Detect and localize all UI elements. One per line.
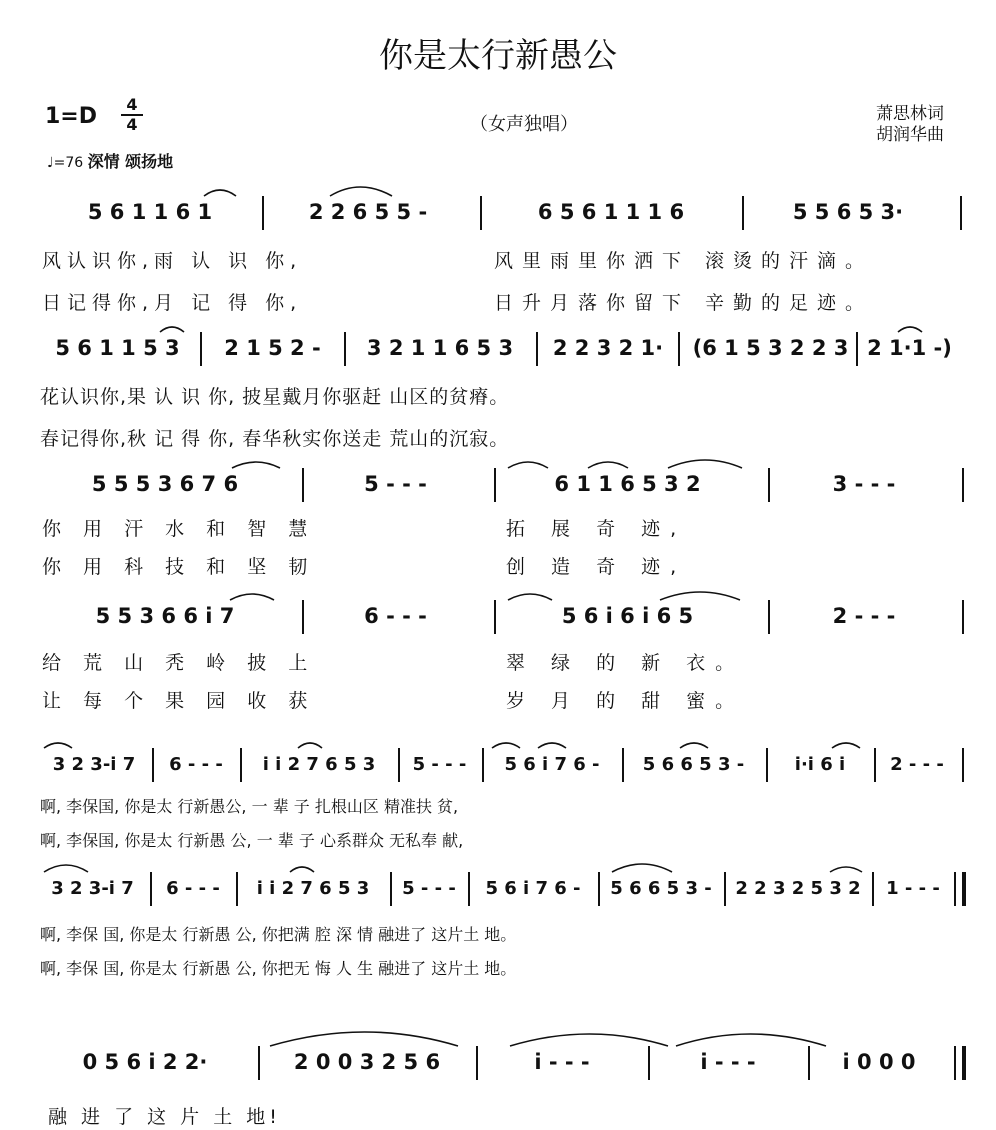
lyric-verse-2b: 创 造 奇 迹,: [506, 556, 687, 578]
measure: 0 5 6 i 2 2·: [82, 1050, 208, 1074]
barline: [258, 1046, 260, 1080]
measure: 3 2 3-i 7: [52, 753, 136, 775]
barline: [808, 1046, 810, 1080]
barline: [768, 600, 770, 634]
measure: 2 1·1 -): [867, 336, 952, 360]
barline: [344, 332, 346, 366]
notes-row: [0, 744, 996, 784]
measure: 5 6 1 1 6 1: [87, 200, 213, 224]
measure: 2 - - -: [890, 753, 944, 775]
final-barline: [954, 1046, 966, 1080]
song-title: 你是太行新愚公: [379, 36, 617, 76]
barline: [494, 468, 496, 502]
expression-mark: 深情 颂扬地: [87, 152, 174, 171]
barline: [482, 748, 484, 782]
notes-row: [0, 1042, 996, 1082]
time-signature: [121, 96, 143, 134]
lyric-verse-1: 风认识你,雨 认 识 你,: [42, 250, 303, 272]
notes-row: [0, 464, 996, 504]
barline: [200, 332, 202, 366]
lyric-verse-1: 你 用 汗 水 和 智 慧: [42, 518, 316, 540]
barline: [262, 196, 264, 230]
time-denominator: 4: [121, 114, 143, 134]
measure: i·i 6 i: [794, 753, 846, 775]
barline: [648, 1046, 650, 1080]
barline: [494, 600, 496, 634]
measure: i 0 0 0: [842, 1050, 916, 1074]
performance-note: （女声独唱）: [470, 114, 578, 135]
measure: 6 - - -: [169, 753, 223, 775]
barline: [962, 600, 964, 634]
barline: [398, 748, 400, 782]
barline: [152, 748, 154, 782]
measure: 2 1 5 2 -: [224, 336, 321, 360]
measure: 2 - - -: [832, 604, 896, 628]
measure: 5 6 i 6 i 6 5: [561, 604, 694, 628]
lyric-verse-1: 啊, 李保国, 你是太 行新愚公, 一 辈 子 扎根山区 精准扶 贫,: [40, 797, 459, 816]
barline: [872, 872, 874, 906]
barline: [742, 196, 744, 230]
barline: [598, 872, 600, 906]
measure: 3 2 3-i 7: [51, 877, 134, 899]
measure: 5 - - -: [402, 877, 456, 899]
measure: 5 - - -: [412, 753, 467, 775]
lyric-verse-2: 春记得你,秋 记 得 你, 春华秋实你送走 荒山的沉寂。: [40, 428, 510, 450]
barline: [874, 748, 876, 782]
barline: [536, 332, 538, 366]
barline: [480, 196, 482, 230]
lyric-verse-2: 啊, 李保国, 你是太 行新愚 公, 一 辈 子 心系群众 无私奉 献,: [40, 831, 464, 850]
measure: 5 5 5 3 6 7 6: [91, 472, 239, 496]
notes-row: [0, 596, 996, 636]
lyric-verse-1b: 翠 绿 的 新 衣。: [506, 652, 745, 674]
tempo: [47, 149, 173, 172]
lyric-verse-2: 啊, 李保 国, 你是太 行新愚 公, 你把无 悔 人 生 融进了 这片土 地。: [40, 959, 517, 978]
lyric-verse-2: 日记得你,月 记 得 你,: [42, 292, 303, 314]
measure: 6 1 1 6 5 3 2: [554, 472, 701, 496]
barline: [302, 468, 304, 502]
lyric-verse-1: 融 进 了 这 片 土 地!: [48, 1106, 281, 1128]
measure: 5 - - -: [364, 472, 427, 496]
measure: (6 1 5 3 2 2 3: [692, 336, 849, 360]
barline: [476, 1046, 478, 1080]
measure: 5 6 6 5 3 -: [610, 877, 712, 899]
measure: 2 0 0 3 2 5 6: [293, 1050, 441, 1074]
lyric-verse-1b: 拓 展 奇 迹,: [506, 518, 687, 540]
lyric-verse-2: 你 用 科 技 和 坚 韧: [42, 556, 316, 578]
barline: [962, 468, 964, 502]
notes-row: [0, 192, 996, 232]
barline: [236, 872, 238, 906]
lyric-verse-1b: 风里雨里你洒下 滚烫的汗滴。: [494, 250, 874, 272]
lyric-verse-1: 花认识你,果 认 识 你, 披星戴月你驱赶 山区的贫瘠。: [40, 386, 510, 408]
barline: [768, 468, 770, 502]
measure: 2 2 6 5 5 -: [308, 200, 428, 224]
lyric-verse-1: 给 荒 山 秃 岭 披 上: [42, 652, 316, 674]
measure: 1 - - -: [886, 877, 940, 899]
barline: [622, 748, 624, 782]
measure: 5 5 3 6 6 i 7: [95, 604, 235, 628]
notes-row: [0, 868, 996, 908]
credits: [876, 104, 944, 146]
barline: [302, 600, 304, 634]
barline: [678, 332, 680, 366]
notes-row: [0, 328, 996, 368]
barline: [960, 196, 962, 230]
lyric-verse-1: 啊, 李保 国, 你是太 行新愚 公, 你把满 腔 深 情 融进了 这片土 地。: [40, 925, 517, 944]
composer: 胡润华曲: [876, 125, 944, 145]
measure: i i 2 7 6 5 3: [256, 877, 370, 899]
measure: 5 6 1 1 5 3: [55, 336, 180, 360]
lyric-verse-2b: 岁 月 的 甜 蜜。: [506, 690, 745, 712]
barline: [240, 748, 242, 782]
measure: 5 5 6 5 3·: [792, 200, 904, 224]
measure: 2 2 3 2 1·: [552, 336, 664, 360]
measure: 6 5 6 1 1 1 6: [537, 200, 685, 224]
lyric-verse-2b: 日升月落你留下 辛勤的足迹。: [494, 292, 874, 314]
measure: i - - -: [534, 1050, 590, 1074]
measure: 6 - - -: [364, 604, 427, 628]
measure: 3 - - -: [832, 472, 896, 496]
measure: 6 - - -: [166, 877, 220, 899]
barline: [856, 332, 858, 366]
repeat-barline: [954, 872, 966, 906]
time-numerator: 4: [126, 95, 138, 114]
measure: 5 6 i 7 6 -: [504, 753, 600, 775]
tempo-mark: ♩=76: [47, 155, 84, 171]
measure: 3 2 1 1 6 5 3: [366, 336, 514, 360]
barline: [962, 748, 964, 782]
measure: 5 6 i 7 6 -: [485, 877, 581, 899]
barline: [150, 872, 152, 906]
measure: 5 6 6 5 3 -: [642, 753, 745, 775]
lyric-verse-2: 让 每 个 果 园 收 获: [42, 690, 316, 712]
barline: [766, 748, 768, 782]
lyricist: 萧思林词: [876, 104, 944, 124]
measure: i - - -: [700, 1050, 756, 1074]
key-signature: 1=D: [45, 104, 98, 129]
barline: [724, 872, 726, 906]
barline: [390, 872, 392, 906]
measure: i i 2 7 6 5 3: [262, 753, 376, 775]
barline: [468, 872, 470, 906]
measure: 2 2 3 2 5 3 2: [735, 877, 861, 899]
